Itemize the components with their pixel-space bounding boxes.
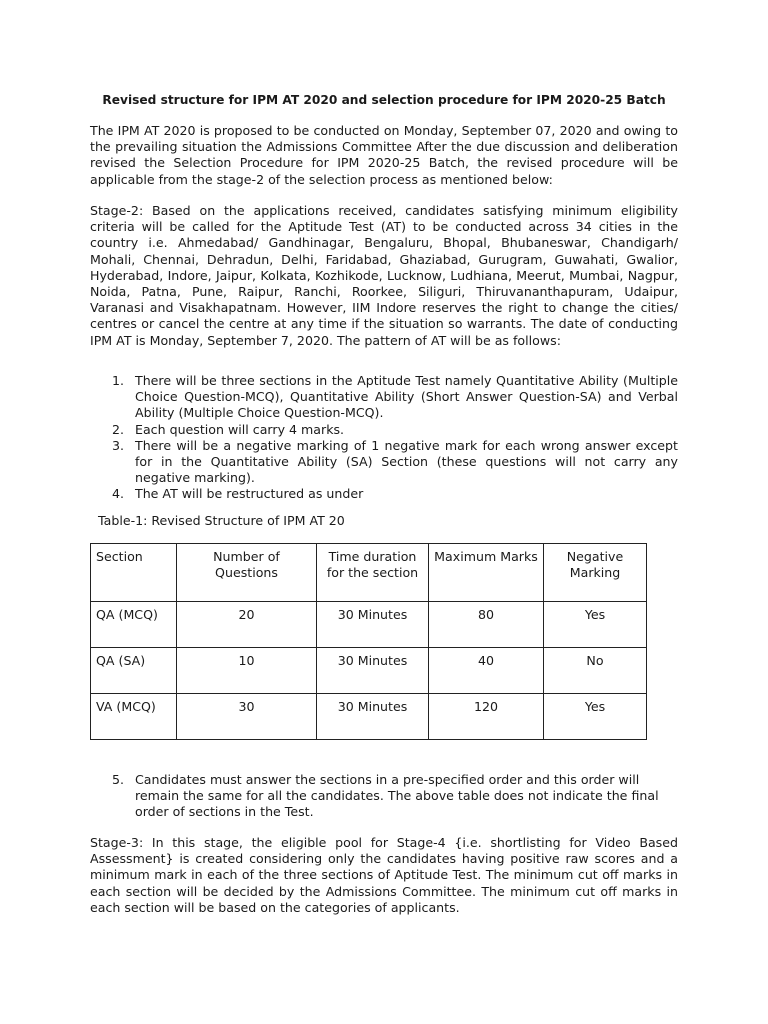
list-item-number: 1. <box>112 373 125 388</box>
list-item-number: 4. <box>112 486 125 502</box>
cell-negative: Yes <box>544 694 647 740</box>
cell-negative: No <box>544 648 647 694</box>
table-row <box>91 648 647 694</box>
structure-table <box>90 543 647 740</box>
header-time-duration: Time duration for the section <box>317 544 429 602</box>
cell-marks: 120 <box>429 694 544 740</box>
list-item-text: There will be a negative marking of 1 negative mark for each wrong answer except for in the Quantitative Ability (SA) Section (these questions will not carry any negative marking). <box>135 437 678 486</box>
header-maximum-marks: Maximum Marks <box>429 544 544 602</box>
pattern-list <box>90 373 678 503</box>
list-item <box>90 422 678 438</box>
order-list <box>90 772 678 821</box>
header-negative-marking: Negative Marking <box>544 544 647 602</box>
intro-paragraph: The IPM AT 2020 is proposed to be conducted on Monday, September 07, 2020 and owing to the prevailing situation the Admissions Committee After the due discussion and deliberation revised the Selection Procedure for IPM 2020-25 Batch, the revised procedure will be applicable from the stage-2 of the selection process as mentioned below: <box>90 123 678 187</box>
list-item <box>90 438 678 487</box>
cell-questions: 10 <box>177 648 317 694</box>
list-item-text: Candidates must answer the sections in a pre-specified order and this order will remain the same for all the candidates. The above table does not indicate the final order of sections in the Test. <box>135 772 659 820</box>
header-number-of-questions: Number of Questions <box>177 544 317 602</box>
cell-section: QA (MCQ) <box>91 602 177 648</box>
list-item-number: 2. <box>112 421 125 437</box>
list-item-text: There will be three sections in the Aptitude Test namely Quantitative Ability (Multiple Choice Question-MCQ), Quantitative Ability (Short Answer Question-SA) and Verbal Ability (Multiple Choice Question-MCQ). <box>135 373 678 421</box>
cell-duration: 30 Minutes <box>317 694 429 740</box>
list-item <box>90 772 678 821</box>
cell-marks: 40 <box>429 648 544 694</box>
cell-duration: 30 Minutes <box>317 648 429 694</box>
stage-2-paragraph: Stage-2: Based on the applications received, candidates satisfying minimum eligibility criteria will be called for the Aptitude Test (AT) to be conducted across 34 cities in the country i.e. Ahmedabad/ Gandhinagar, Bengaluru, Bhopal, Bhubaneswar, Chandigarh/ Mohali, Chennai, Dehradun, Delhi, Faridabad, Ghaziabad, Gurugram, Guwahati, Gwalior, Hyderabad, Indore, Jaipur, Kolkata, Kozhikode, Lucknow, Ludhiana, Meerut, Mumbai, Nagpur, Noida, Patna, Pune, Raipur, Ranchi, Roorkee, Siliguri, Thiruvananthapuram, Udaipur, Varanasi and Visakhapatnam. However, IIM Indore reserves the right to change the cities/ centres or cancel the centre at any time if the situation so warrants. The date of conducting IPM AT is Monday, September 7, 2020. The pattern of AT will be as follows: <box>90 203 678 348</box>
document-title: Revised structure for IPM AT 2020 and selection procedure for IPM 2020-25 Batch <box>102 93 666 107</box>
cell-marks: 80 <box>429 602 544 648</box>
table-caption: Table-1: Revised Structure of IPM AT 20 <box>98 513 345 528</box>
list-item-text: The AT will be restructured as under <box>135 486 364 502</box>
list-item <box>90 373 678 422</box>
cell-questions: 30 <box>177 694 317 740</box>
header-section: Section <box>91 544 177 602</box>
list-item-number: 5. <box>112 772 125 787</box>
table-row <box>91 694 647 740</box>
list-item <box>90 486 678 502</box>
cell-duration: 30 Minutes <box>317 602 429 648</box>
cell-section: QA (SA) <box>91 648 177 694</box>
list-item-number: 3. <box>112 437 125 453</box>
list-item-text: Each question will carry 4 marks. <box>135 421 345 437</box>
cell-negative: Yes <box>544 602 647 648</box>
cell-questions: 20 <box>177 602 317 648</box>
cell-section: VA (MCQ) <box>91 694 177 740</box>
stage-3-paragraph: Stage-3: In this stage, the eligible pool for Stage-4 {i.e. shortlisting for Video Based Assessment} is created considering only the candidates having positive raw scores and a minimum mark in each of the three sections of Aptitude Test. The minimum cut off marks in each section will be decided by the Admissions Committee. The minimum cut off marks in each section will be based on the categories of applicants. <box>90 835 678 915</box>
table-header-row <box>91 544 647 602</box>
table-row <box>91 602 647 648</box>
